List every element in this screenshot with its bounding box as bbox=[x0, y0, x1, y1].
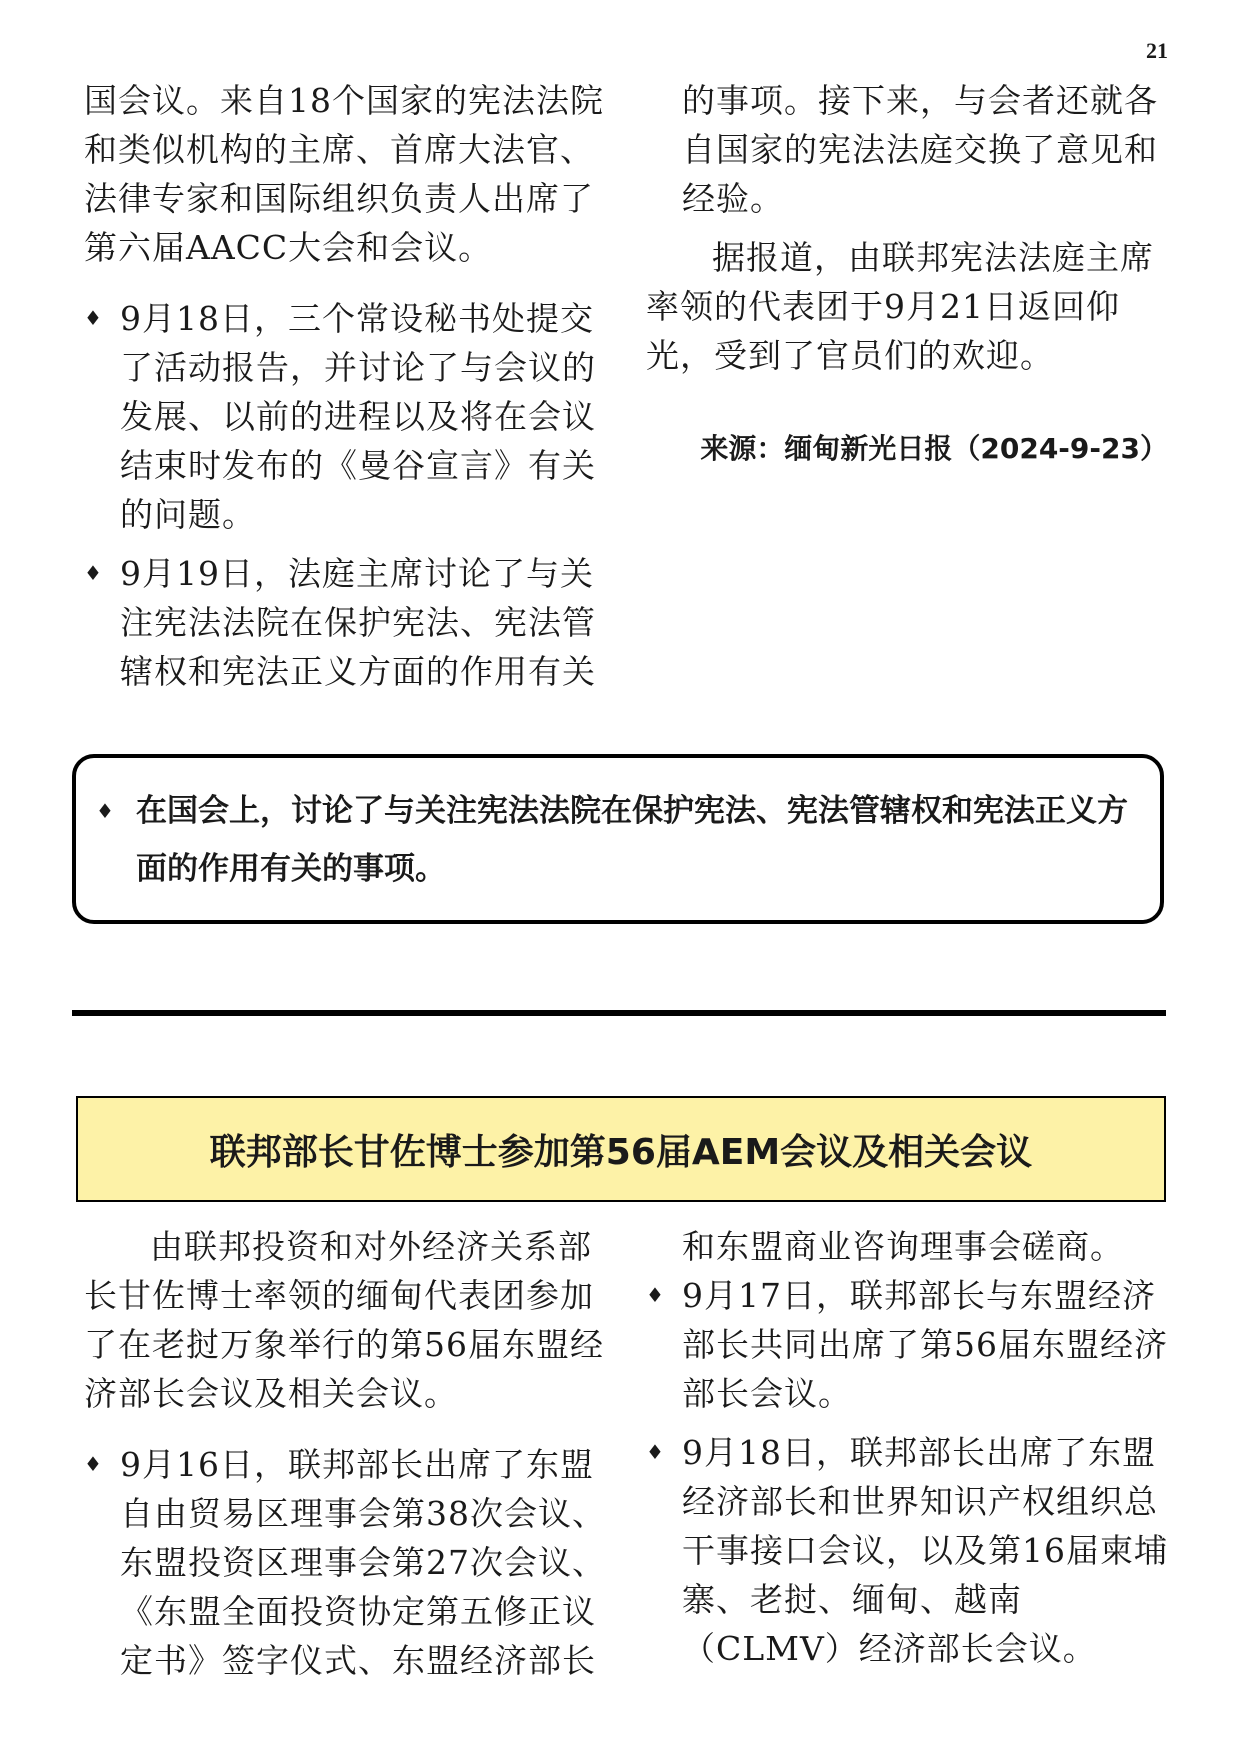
section-divider bbox=[72, 1010, 1166, 1016]
diamond-bullet-icon: ♦ bbox=[84, 306, 103, 330]
highlight-text: 在国会上，讨论了与关注宪法法院在保护宪法、宪法管辖权和宪法正义方面的作用有关的事项。 bbox=[136, 793, 1128, 887]
diamond-bullet-icon: ♦ bbox=[96, 799, 114, 823]
bullet-text: 9月18日，三个常设秘书处提交了活动报告，并讨论了与会议的发展、以前的进程以及将在会议结束时发布的《曼谷宣言》有关的问题。 bbox=[120, 299, 596, 534]
continuation-paragraph: 的事项。接下来，与会者还就各自国家的宪法法庭交换了意见和经验。 bbox=[682, 81, 1158, 218]
top-left-column bbox=[84, 76, 608, 696]
page-number: 21 bbox=[1146, 38, 1168, 63]
bullet-item-sep19 bbox=[84, 549, 608, 696]
diamond-bullet-icon: ♦ bbox=[646, 1440, 665, 1464]
diamond-bullet-icon: ♦ bbox=[84, 561, 103, 585]
bullet-text: 9月17日，联邦部长与东盟经济部长共同出席了第56届东盟经济部长会议。 bbox=[682, 1276, 1168, 1413]
continuation-paragraph: 和东盟商业咨询理事会磋商。 bbox=[682, 1227, 1124, 1266]
top-right-column bbox=[646, 76, 1168, 473]
bottom-left-column bbox=[84, 1222, 608, 1685]
section-title-box bbox=[76, 1096, 1166, 1202]
diamond-bullet-icon: ♦ bbox=[646, 1283, 665, 1307]
bullet-item-sep18b bbox=[646, 1428, 1168, 1673]
bullet-item-sep16 bbox=[84, 1440, 608, 1685]
bullet-item-sep17 bbox=[646, 1271, 1168, 1418]
intro-paragraph: 由联邦投资和对外经济关系部长甘佐博士率领的缅甸代表团参加了在老挝万象举行的第56届东盟经济部长会议及相关会议。 bbox=[84, 1227, 604, 1413]
diamond-bullet-icon: ♦ bbox=[84, 1452, 103, 1476]
intro-paragraph: 国会议。来自18个国家的宪法法院和类似机构的主席、首席大法官、法律专家和国际组织负责人出席了第六届AACC大会和会议。 bbox=[84, 81, 604, 267]
highlight-box bbox=[72, 754, 1164, 924]
bullet-text: 9月16日，联邦部长出席了东盟自由贸易区理事会第38次会议、东盟投资区理事会第27次会议、《东盟全面投资协定第五修正议定书》签字仪式、东盟经济部长 bbox=[120, 1445, 606, 1680]
report-paragraph: 据报道，由联邦宪法法庭主席率领的代表团于9月21日返回仰光，受到了官员们的欢迎。 bbox=[646, 238, 1154, 375]
bullet-text: 9月19日，法庭主席讨论了与关注宪法法院在保护宪法、宪法管辖权和宪法正义方面的作用有关 bbox=[120, 554, 596, 691]
source-citation: 来源：缅甸新光日报（2024-9-23） bbox=[700, 432, 1168, 465]
bullet-text: 9月18日，联邦部长出席了东盟经济部长和世界知识产权组织总干事接口会议，以及第16届柬埔寨、老挝、缅甸、越南（CLMV）经济部长会议。 bbox=[682, 1433, 1168, 1668]
bottom-right-column bbox=[646, 1222, 1168, 1673]
bullet-item-sep18 bbox=[84, 294, 608, 539]
section-title: 联邦部长甘佐博士参加第56届AEM会议及相关会议 bbox=[209, 1131, 1033, 1173]
highlight-bullet bbox=[96, 782, 1140, 898]
